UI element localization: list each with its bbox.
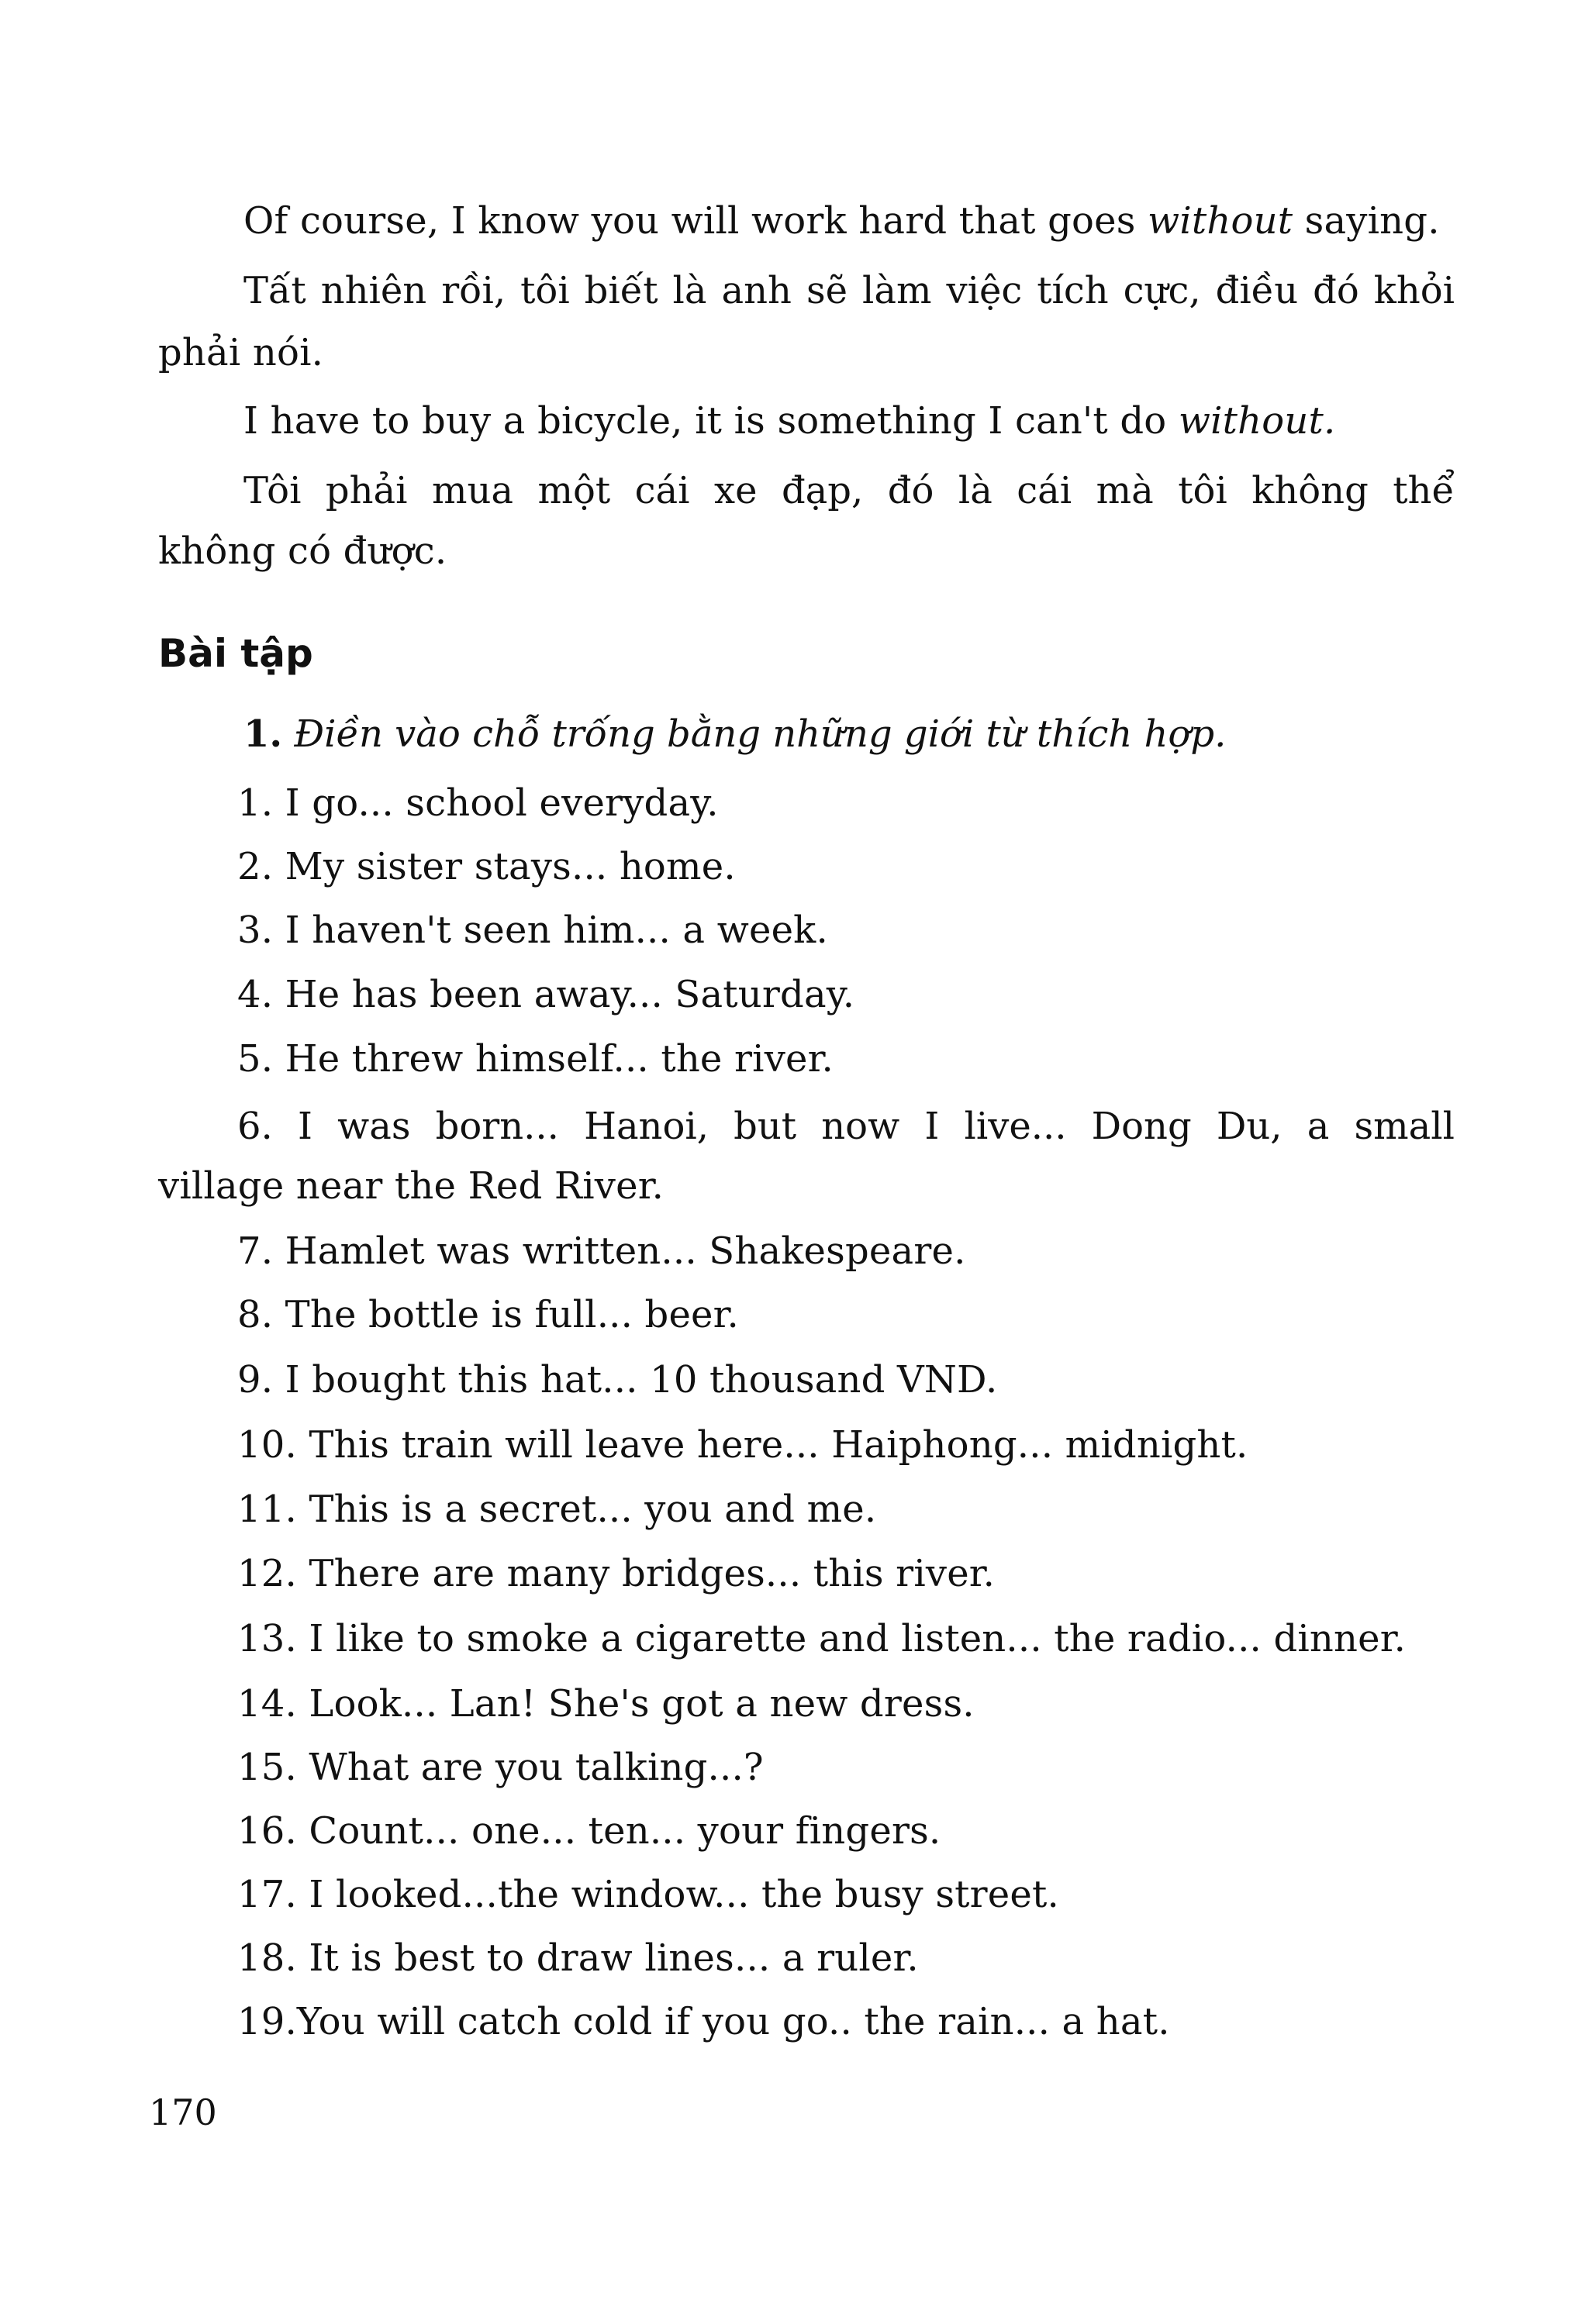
translation-1-line-1 [243,267,1455,314]
exercise-item-17: 17. I looked...the window... the busy street. [237,1873,1059,1916]
exercise-item-10: 10. This train will leave here... Haiphong... midnight. [237,1423,1248,1467]
example-2-text: I have to buy a bicycle, it is something I can't do [243,399,1179,443]
exercise-item-3: 3. I haven't seen him... a week. [237,909,828,952]
exercise-item-4: 4. He has been away... Saturday. [237,973,855,1016]
translation-2-line-1 [243,467,1455,514]
example-sentence-2 [243,398,1335,444]
exercise-item-12: 12. There are many bridges... this river. [237,1552,996,1595]
exercise-instruction-text: Điền vào chỗ trống bằng những giới từ thích hợp. [294,712,1227,756]
exercise-number: 1. [243,712,283,756]
exercise-item-16: 16. Count... one... ten... your fingers. [237,1809,941,1853]
example-1-text: Of course, I know you will work hard that goes [243,199,1148,243]
exercise-item-6 [237,1103,1455,1150]
exercise-item-14: 14. Look... Lan! She's got a new dress. [237,1682,975,1726]
example-2-emphasis: without. [1178,399,1336,443]
exercise-item-13: 13. I like to smoke a cigarette and listen... the radio... dinner. [237,1617,1407,1660]
exercise-item-6-continued: village near the Red River. [158,1164,665,1208]
translation-2-line-2: không có được. [158,529,447,573]
page-number: 170 [149,2091,217,2133]
exercise-item-18: 18. It is best to draw lines... a ruler. [237,1936,919,1980]
translation-1-text: Tất nhiên rồi, tôi biết là anh sẽ làm việc tích cực, điều đó khỏi [243,269,1455,312]
section-heading: Bài tập [158,631,313,676]
exercise-item-2: 2. My sister stays... home. [237,845,736,888]
exercise-item-1: 1. I go... school everyday. [237,781,719,825]
example-1-emphasis: without [1148,199,1293,243]
translation-2-text: Tôi phải mua một cái xe đạp, đó là cái mà tôi không thể [243,469,1455,512]
exercise-item-6-text: 6. I was born... Hanoi, but now I live... Dong Du, a small [237,1105,1455,1148]
example-sentence-1 [243,198,1440,244]
exercise-instruction [243,711,1226,757]
exercise-item-15: 15. What are you talking...? [237,1746,764,1789]
exercise-item-7: 7. Hamlet was written... Shakespeare. [237,1229,966,1273]
example-1-tail: saying. [1293,199,1440,243]
exercise-item-5: 5. He threw himself... the river. [237,1037,834,1081]
exercise-item-11: 11. This is a secret... you and me. [237,1488,877,1531]
translation-1-line-2: phải nói. [158,331,324,374]
exercise-item-19: 19.You will catch cold if you go.. the rain... a hat. [237,2000,1170,2043]
exercise-item-8: 8. The bottle is full... beer. [237,1293,739,1336]
exercise-item-9: 9. I bought this hat... 10 thousand VND. [237,1358,998,1402]
